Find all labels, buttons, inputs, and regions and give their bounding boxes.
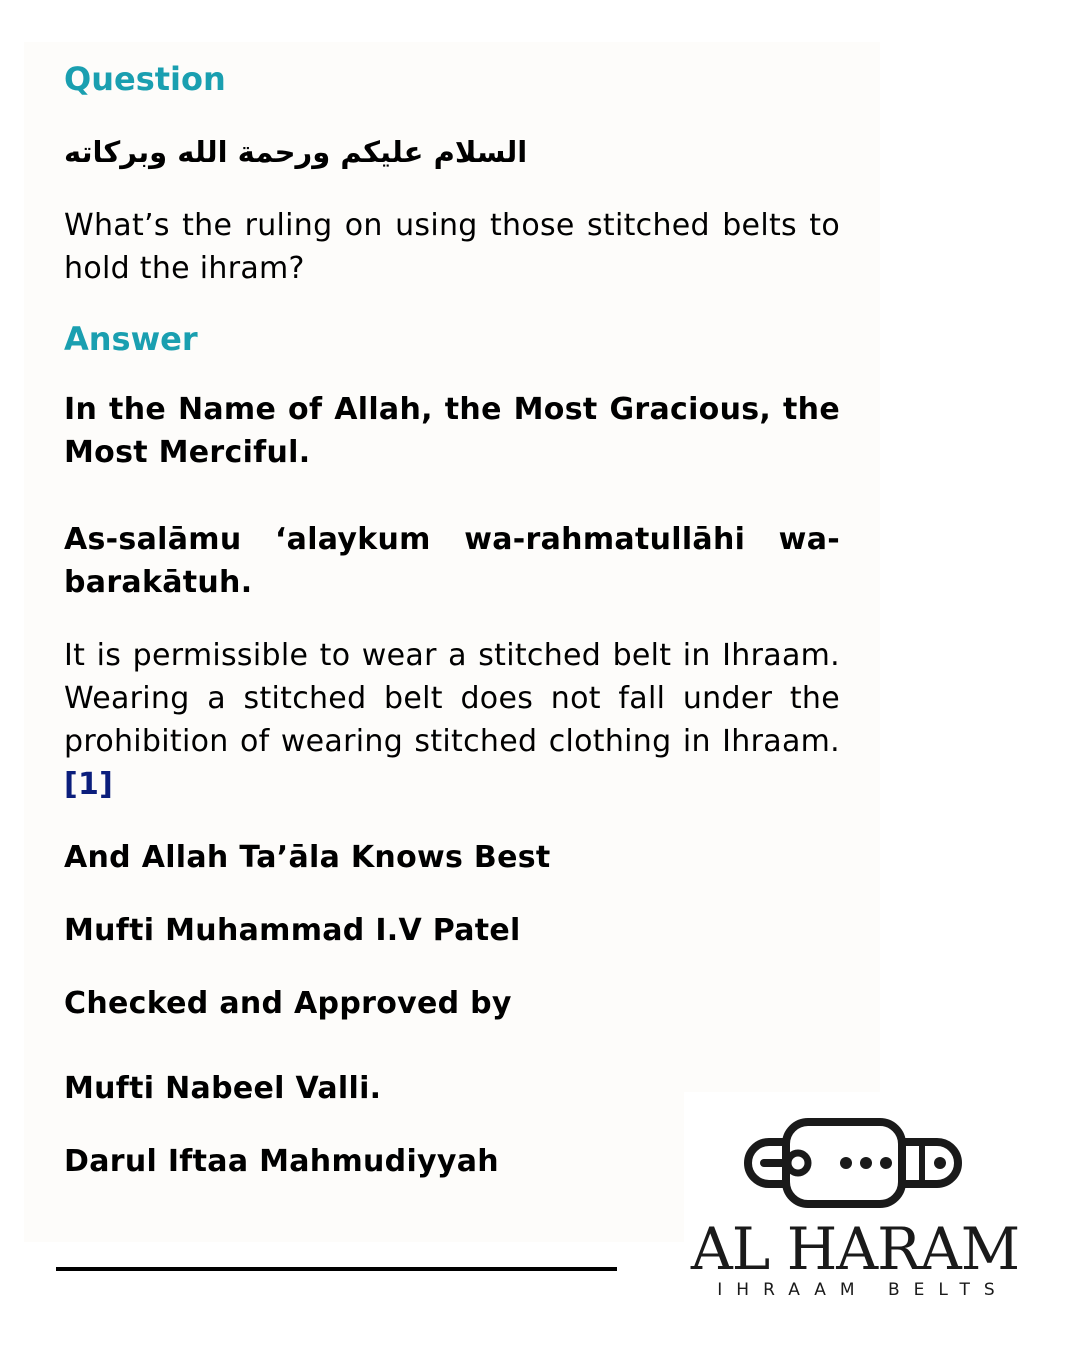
closing-text: And Allah Ta’āla Knows Best — [64, 840, 551, 876]
approver-name: Mufti Nabeel Valli. — [64, 1071, 382, 1107]
bismillah-text: In the Name of Allah, the Most Gracious, the Most Merciful. — [64, 392, 840, 471]
arabic-greeting: السلام عليكم ورحمة الله وبركاته — [64, 135, 528, 170]
divider-line — [56, 1267, 617, 1271]
question-text: What’s the ruling on using those stitched belts to hold the ihram? — [64, 208, 840, 287]
ruling-body: It is permissible to wear a stitched belt in Ihraam. Wearing a stitched belt does not fall under the prohibition of wearing stitched clothing in Ihraam. — [64, 638, 840, 760]
logo-subtitle: IHRAAM BELTS — [717, 1280, 1009, 1300]
checked-label: Checked and Approved by — [64, 986, 512, 1022]
mufti-name: Mufti Muhammad I.V Patel — [64, 913, 521, 949]
brand-logo — [684, 1092, 1036, 1312]
question-heading: Question — [64, 60, 226, 98]
belt-icon — [744, 1118, 966, 1208]
reference-link[interactable]: [1] — [64, 767, 114, 803]
fatwa-content — [64, 60, 840, 1183]
institution-name: Darul Iftaa Mahmudiyyah — [64, 1144, 499, 1180]
ruling-text — [64, 634, 840, 806]
salam-text: As-salāmu ‘alaykum wa-rahmatullāhi wa-barakātuh. — [64, 522, 840, 601]
answer-heading: Answer — [64, 320, 198, 359]
logo-title: AL HARAM — [690, 1215, 1020, 1283]
